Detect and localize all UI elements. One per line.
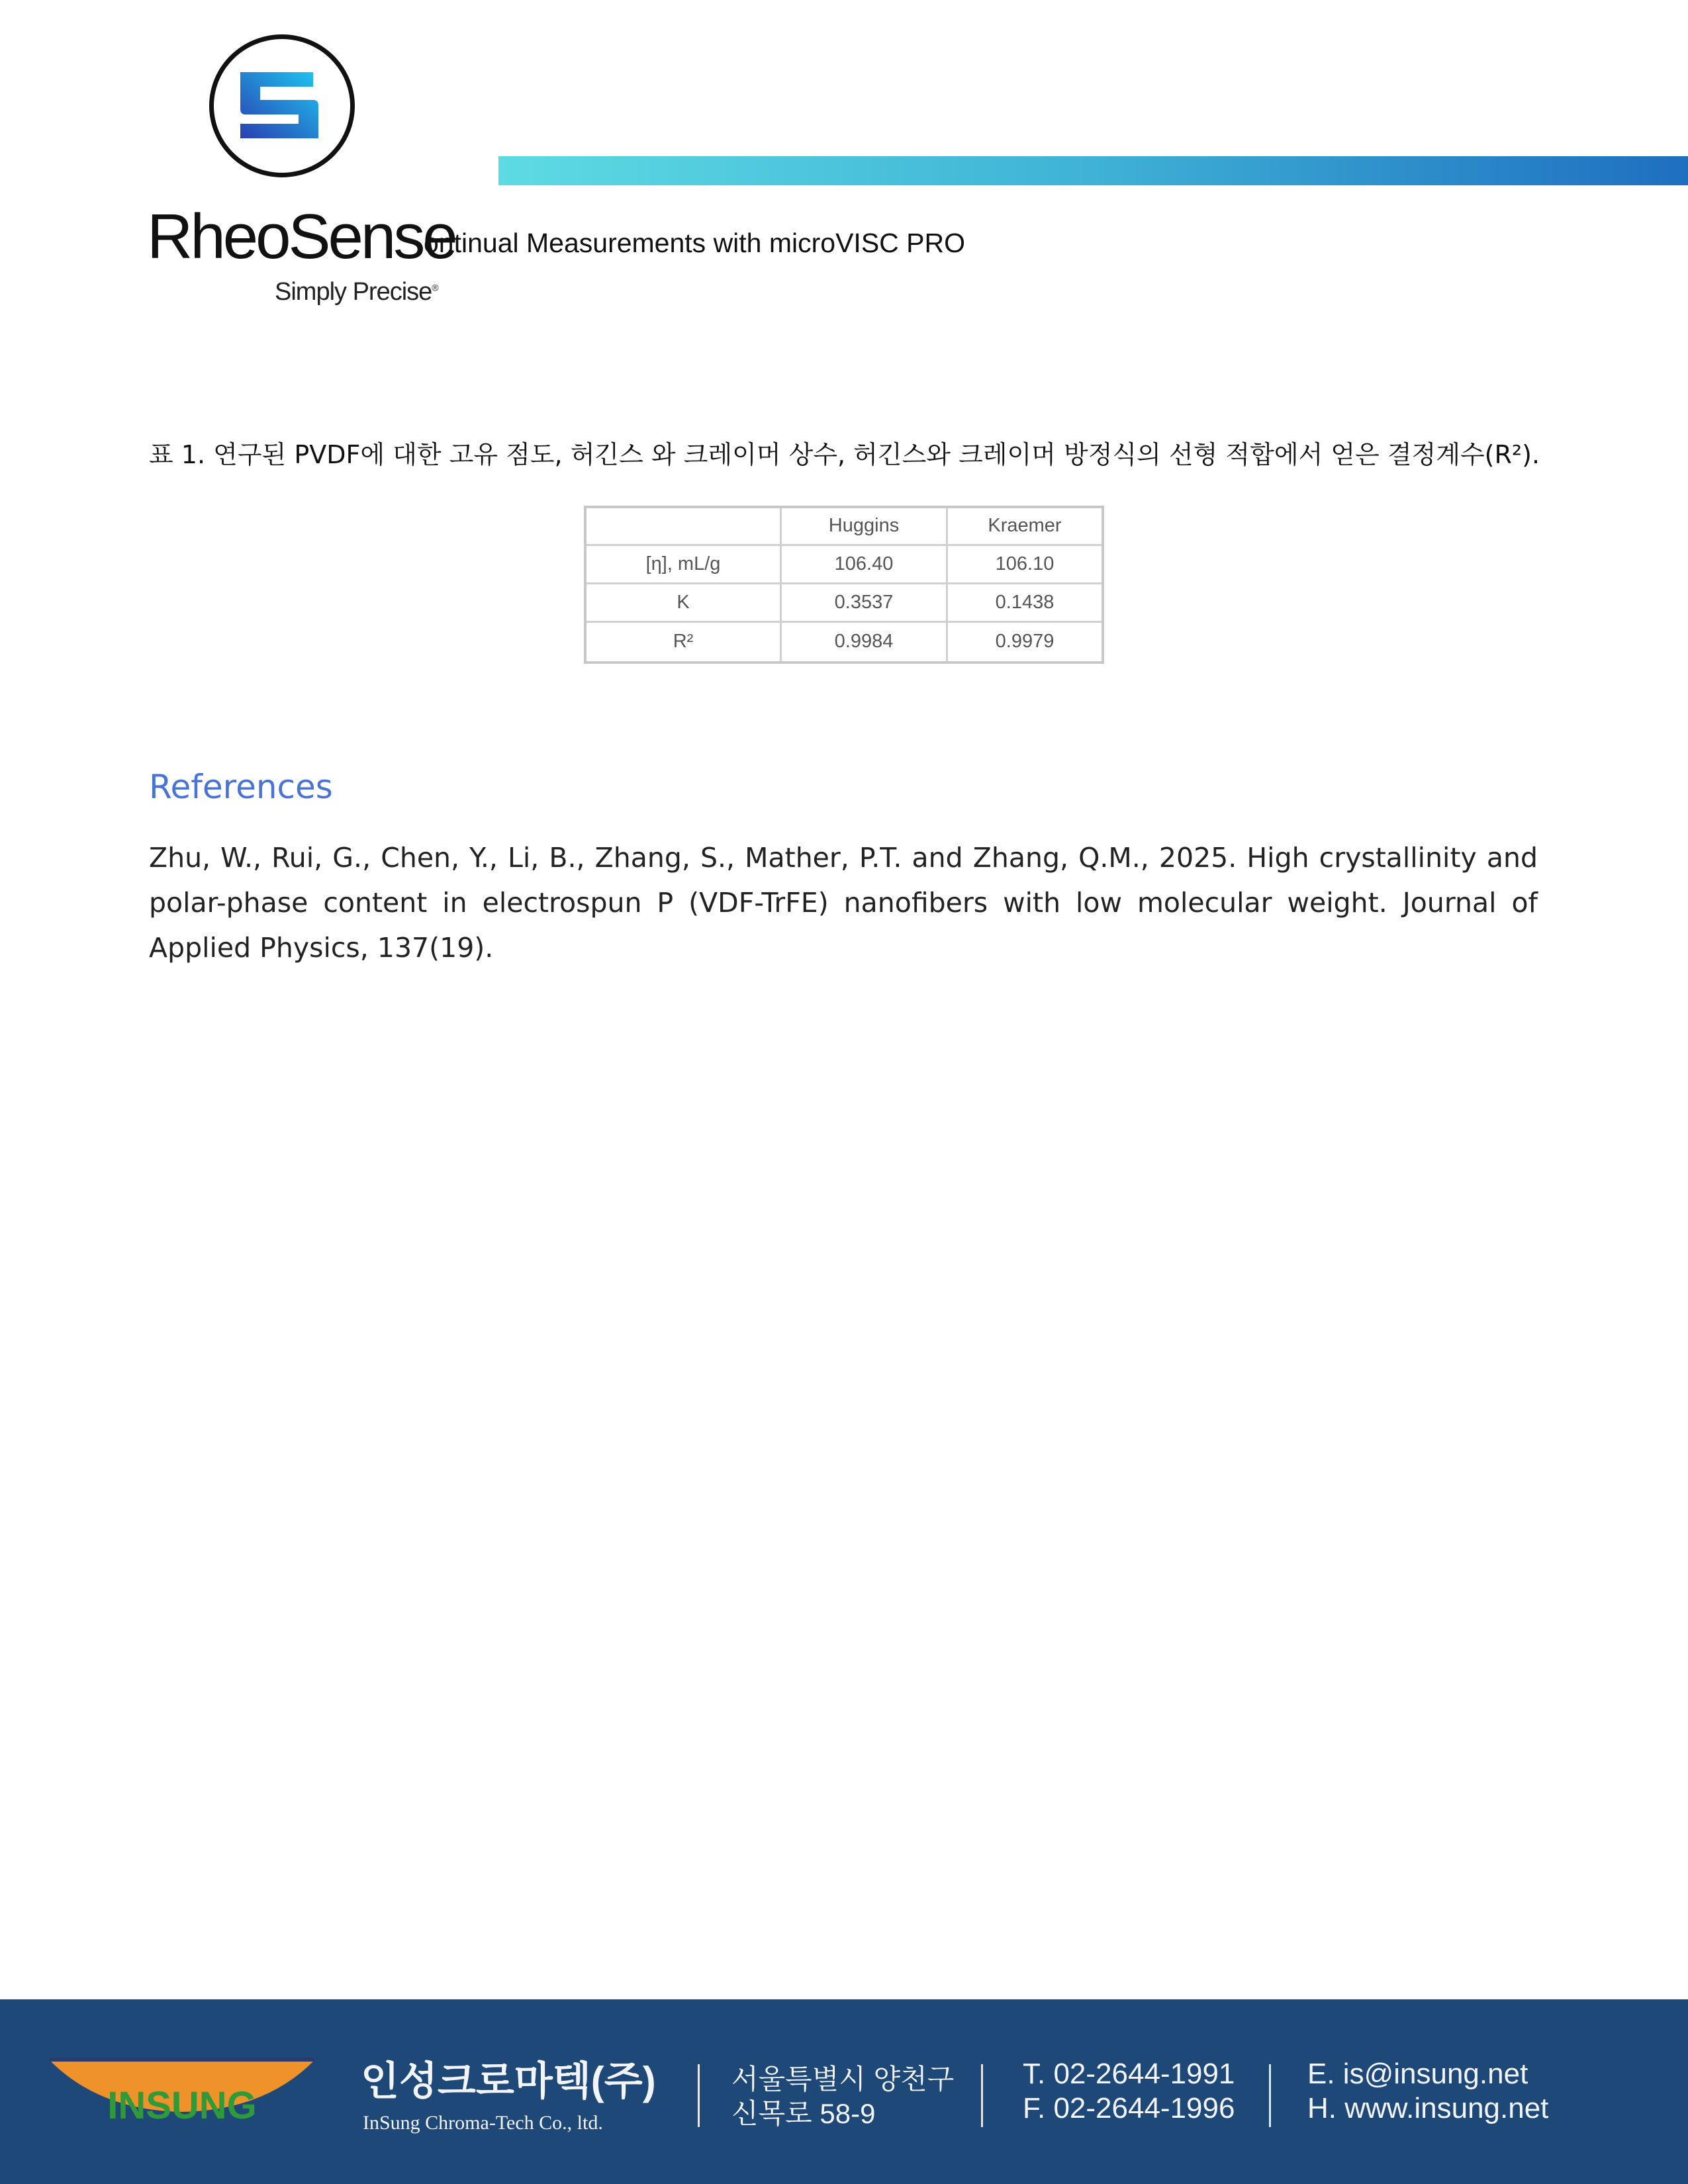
company-name-english: InSung Chroma-Tech Co., ltd. <box>363 2112 603 2134</box>
footer <box>0 1999 1688 2184</box>
tagline-text: Simply Precise <box>275 278 432 306</box>
table-header-row <box>585 507 1103 545</box>
row-label: K <box>585 583 781 621</box>
brand-logo-text: RheoSense <box>147 201 455 272</box>
address-line-2: 신목로 58-9 <box>731 2098 876 2129</box>
header-huggins: Huggins <box>781 507 947 545</box>
address-line-1: 서울특별시 양천구 <box>731 2064 955 2095</box>
divider <box>981 2064 983 2127</box>
fax-number: F. 02-2644-1996 <box>1023 2092 1235 2124</box>
kraemer-value: 0.1438 <box>947 583 1103 621</box>
row-label: R² <box>585 621 781 662</box>
row-label: [η], mL/g <box>585 545 781 583</box>
document-title: ontinual Measurements with microVISC PRO <box>424 228 966 258</box>
kraemer-value: 0.9979 <box>947 621 1103 662</box>
header-kraemer: Kraemer <box>947 507 1103 545</box>
email-link[interactable]: E. is@insung.net <box>1307 2058 1528 2090</box>
phone-number: T. 02-2644-1991 <box>1023 2058 1235 2090</box>
reference-item: Zhu, W., Rui, G., Chen, Y., Li, B., Zhang, S., Mather, P.T. and Zhang, Q.M., 2025. High crystallinity and polar-phase content in electrospun P (VDF-TrFE) nanofibers with low molecular weight. Journal of Applied Physics, 137(19). <box>149 842 1538 964</box>
references-heading: References <box>149 768 333 806</box>
huggins-value: 0.3537 <box>781 583 947 621</box>
divider <box>698 2064 700 2127</box>
table-row <box>585 545 1103 583</box>
header-cell-empty <box>585 507 781 545</box>
huggins-value: 106.40 <box>781 545 947 583</box>
header-gradient-bar <box>498 156 1688 185</box>
company-name-korean: 인성크로마텍(주) <box>361 2059 656 2103</box>
rheosense-logo-icon <box>209 34 355 177</box>
kraemer-value: 106.10 <box>947 545 1103 583</box>
viscosity-table <box>584 506 1104 664</box>
table-caption: 표 1. 연구된 PVDF에 대한 고유 점도, 허긴스 와 크레이머 상수, 허긴스와 크레이머 방정식의 선형 적합에서 얻은 결정계수(R²). <box>149 440 1540 469</box>
huggins-value: 0.9984 <box>781 621 947 662</box>
table-row <box>585 583 1103 621</box>
website-link[interactable]: H. www.insung.net <box>1307 2092 1549 2124</box>
insung-logo-text: INSUNG <box>107 2084 257 2127</box>
registered-mark: ® <box>432 282 438 293</box>
divider <box>1269 2064 1271 2127</box>
insung-logo-icon <box>46 2058 318 2130</box>
table-row <box>585 621 1103 662</box>
brand-tagline <box>275 278 438 306</box>
